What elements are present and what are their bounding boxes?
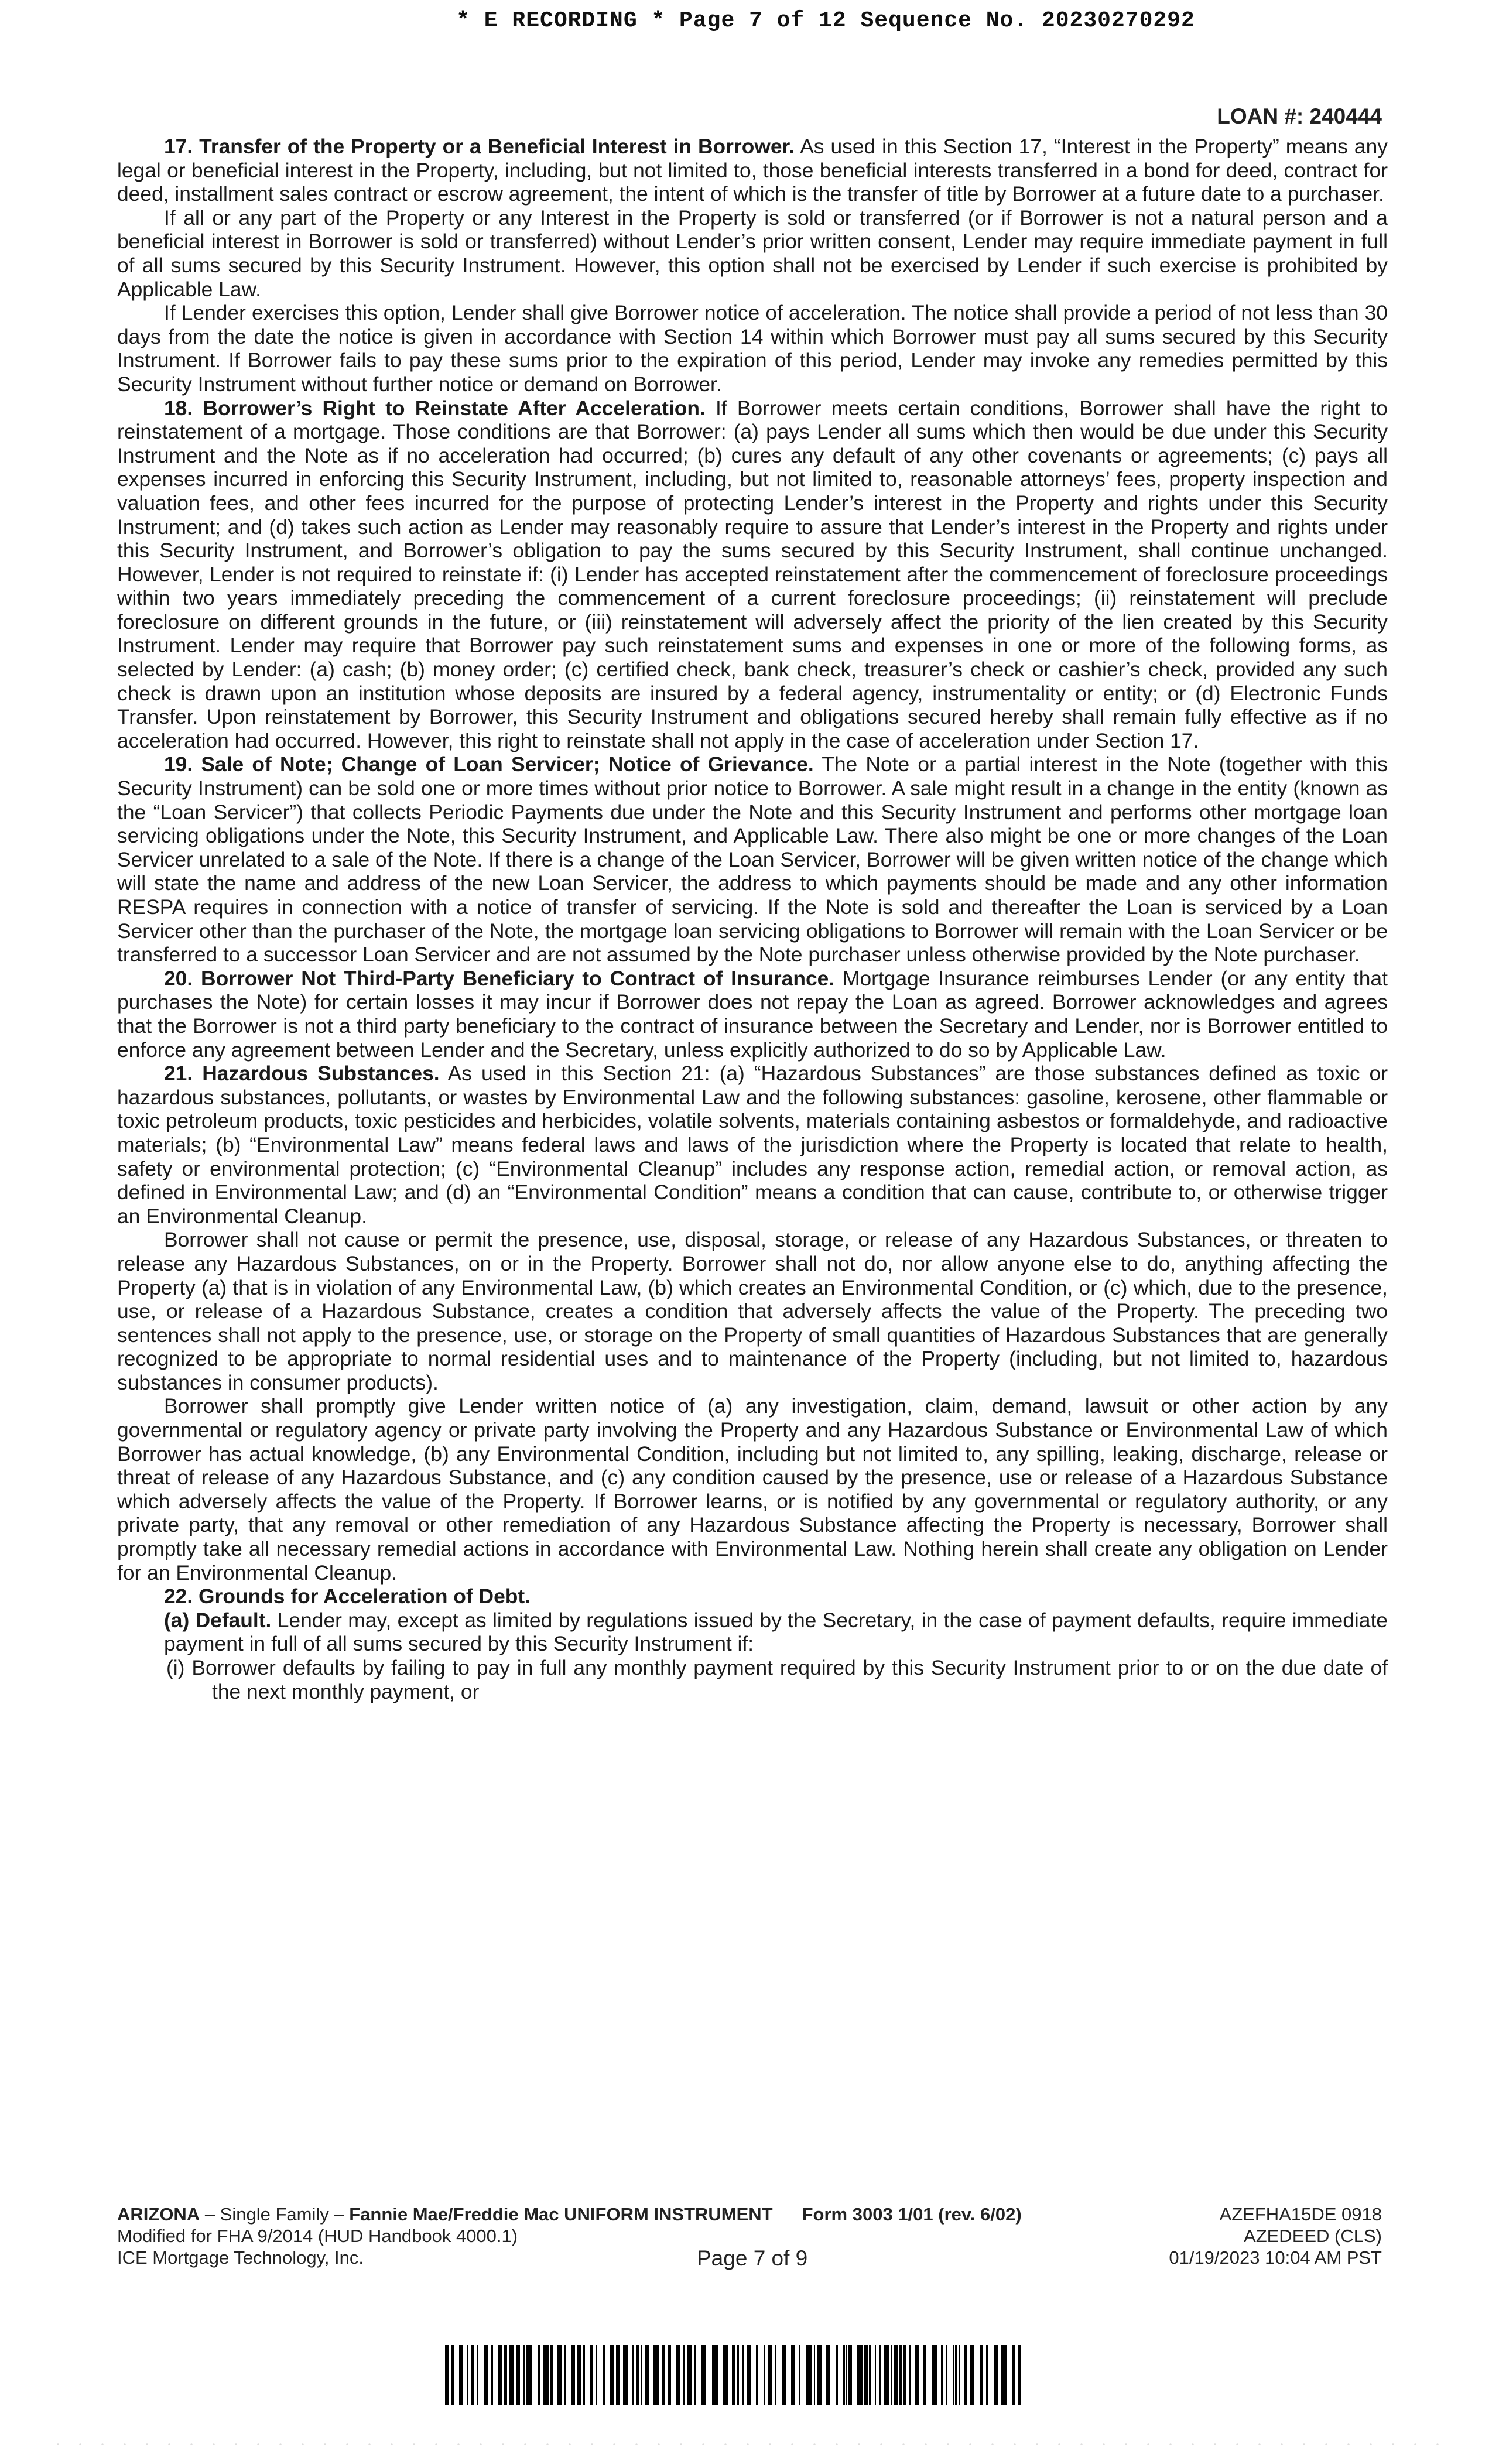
barcode-bar: [852, 2345, 857, 2405]
barcode-bar: [557, 2345, 562, 2405]
barcode-bar: [696, 2345, 701, 2405]
barcode-bar: [776, 2345, 782, 2405]
barcode-bar: [701, 2345, 706, 2405]
section-22a-title: (a) Default.: [164, 1608, 272, 1632]
barcode-bar: [826, 2345, 830, 2405]
barcode-bar: [712, 2345, 718, 2405]
barcode-bar: [623, 2345, 628, 2405]
section-18-text-1: If Borrower meets certain conditions, Borrower shall have the right to reinstatement of a mortgage. Those conditions are that Borrower: (a) pays Lender all sums which then would be due under this Security Instrument and the Note as if no acceleration had occurred; (b) cures any default of any other covenants or agreements; (c) pays all expenses incurred in enforcing this Security Instrument, including, but not limited to, reasonable attorneys’ fees, property inspection and valuation fees, and other fees incurred for the purpose of protecting Lender’s interest in the Property and rights under this Security Instrument; and (d) takes such action as Lender may reasonably require to assure that Lender’s interest in the Property and rights under this Security Instrument, and Borrower’s obligation to pay the sums secured by this Security Instrument, shall continue unchanged. However, Lender is not required to reinstate if: (i) Lender has accepted reinstatement after the commencement of foreclosure proceedings within two years immediately preceding the commencement of a current foreclosure proceedings; (ii) reinstatement will preclude foreclosure on different grounds in the future, or (iii) reinstatement will adversely affect the priority of the lien created by this Security Instrument. Lender may require that Borrower pay such reinstatement sums and expenses in one or more of the following forms, as selected by Lender: (a) cash; (b) money order; (c) certified check, bank check, treasurer’s check or cashier’s check, provided any such check is drawn upon an institution whose deposits are insured by a federal agency, instrumentality or entity; or (d) Electronic Funds Transfer. Upon reinstatement by Borrower, this Security Instrument and obligations secured hereby shall remain fully effective as if no acceleration had occurred. However, this right to reinstate shall not apply in the case of acceleration under Section 17.: [117, 396, 1388, 752]
section-19-paragraph-1: [117, 752, 1388, 966]
section-18-title: 18. Borrower’s Right to Reinstate After Acceleration.: [164, 396, 706, 420]
barcode-bar: [566, 2345, 571, 2405]
section-21-paragraph-2: Borrower shall not cause or permit the presence, use, disposal, storage, or release of any Hazardous Substances, or threaten to release any Hazardous Substances, on or in the Property. Borrower shall not do, nor allow anyone else to do, anything affecting the Property (a) that is in violation of any Environmental Law, (b) which creates an Environmental Condition, or (c) which, due to the presence, use, or release of a Hazardous Substance, creates a condition that adversely affects the value of the Property. The preceding two sentences shall not apply to the presence, use, or storage on the Property of small quantities of Hazardous Substances that are generally recognized to be appropriate to normal residential uses and to maintenance of the Property (including, but not limited to, hazardous substances in consumer products).: [117, 1228, 1388, 1394]
section-22a-item-i: (i) Borrower defaults by failing to pay in full any monthly payment required by this Security Instrument prior to or on the due date of the next monthly payment, or: [166, 1656, 1388, 1703]
section-19-text-1: The Note or a partial interest in the Note (together with this Security Instrument) can be sold one or more times without prior notice to Borrower. A sale might result in a change in the entity (known as the “Loan Servicer”) that collects Periodic Payments due under the Note and this Security Instrument and performs other mortgage loan servicing obligations under the Note, this Security Instrument, and Applicable Law. There also might be one or more changes of the Loan Servicer unrelated to a sale of the Note. If there is a change of the Loan Servicer, Borrower will be given written notice of the change which will state the name and address of the new Loan Servicer, the address to which payments should be made and any other information RESPA requires in connection with a notice of transfer of servicing. If the Note is sold and thereafter the Loan is serviced by a Loan Servicer other than the purchaser of the Note, the mortgage loan servicing obligations to Borrower will remain with the Loan Servicer or be transferred to a successor Loan Servicer and are not assumed by the Note purchaser unless otherwise provided by the Note purchaser.: [117, 752, 1388, 967]
section-21-text-1: As used in this Section 21: (a) “Hazardous Substances” are those substances defined as toxic or hazardous substances, pollutants, or wastes by Environmental Law and the following substances: gasoline, kerosene, other flammable or toxic petroleum products, toxic pesticides and herbicides, volatile solvents, materials containing asbestos or formaldehyde, and radioactive materials; (b) “Environmental Law” means federal laws and laws of the jurisdiction where the Property is located that relate to health, safety or environmental protection; (c) “Environmental Cleanup” includes any response action, remedial action, or removal action, as defined in Environmental Law; and (d) an “Environmental Condition” means a condition that can cause, contribute to, or otherwise trigger an Environmental Cleanup.: [117, 1062, 1388, 1228]
barcode-bar: [994, 2345, 998, 2405]
section-20-text-1: Mortgage Insurance reimburses Lender (or any entity that purchases the Note) for certain losses it may incur if Borrower does not repay the Loan as agreed. Borrower acknowledges and agrees that the Borrower is not a third party beneficiary to the contract of insurance between the Secretary and Lender, nor is Borrower entitled to enforce any agreement between Lender and the Secretary, unless explicitly authorized to do so by Applicable Law.: [117, 966, 1388, 1062]
barcode-bar: [791, 2345, 795, 2405]
section-19-title: 19. Sale of Note; Change of Loan Servicer; Notice of Grievance.: [164, 752, 814, 776]
loan-number: LOAN #: 240444: [1217, 104, 1382, 128]
section-21-paragraph-3: Borrower shall promptly give Lender written notice of (a) any investigation, claim, demand, lawsuit or other action by any governmental or regulatory agency or private party involving the Property and any Hazardous Substance or Environmental Law of which Borrower has actual knowledge, (b) any Environmental Condition, including but not limited to, any spilling, leaking, discharge, release or threat of release of any Hazardous Substance, and (c) any condition caused by the presence, use or release of a Hazardous Substance which adversely affects the value of the Property. If Borrower learns, or is notified by any governmental or regulatory authority, or any private party, that any removal or other remediation of any Hazardous Substance affecting the Property is necessary, Borrower shall promptly take all necessary remedial actions in accordance with Environmental Law. Nothing herein shall create any obligation on Lender for an Environmental Cleanup.: [117, 1394, 1388, 1585]
recording-header: * E RECORDING * Page 7 of 12 Sequence No. 20230270292: [456, 8, 1195, 33]
barcode-bar: [751, 2345, 756, 2405]
barcode-bar: [478, 2345, 484, 2405]
barcode-bar: [988, 2345, 994, 2405]
barcode-bar: [493, 2345, 498, 2405]
barcode-bar: [894, 2345, 898, 2405]
barcode-bar: [706, 2345, 712, 2405]
barcode-bar: [498, 2345, 502, 2405]
section-20-paragraph-1: [117, 967, 1388, 1062]
section-17-text-1: As used in this Section 17, “Interest in the Property” means any legal or beneficial interest in the Property, including, but not limited to, those beneficial interests transferred in a bond for deed, contract for deed, installment sales contract or escrow agreement, the intent of which is the transfer of title by Borrower at a future date to a purchaser.: [117, 135, 1388, 206]
barcode-bar: [671, 2345, 676, 2405]
footer-code-1: AZEFHA15DE 0918: [1219, 2204, 1382, 2225]
barcode-bar: [747, 2345, 751, 2405]
footer-page-number: Page 7 of 9: [697, 2246, 808, 2270]
barcode-bar: [463, 2345, 467, 2405]
section-21-title: 21. Hazardous Substances.: [164, 1062, 440, 1086]
barcode-bar: [687, 2345, 692, 2405]
barcode-bar: [723, 2345, 728, 2405]
footer-left: [117, 2203, 1022, 2268]
barcode-bar: [484, 2345, 488, 2405]
barcode-bar: [628, 2345, 632, 2405]
barcode-bar: [509, 2345, 514, 2405]
barcode-bar: [817, 2345, 822, 2405]
barcode: [445, 2345, 1031, 2405]
barcode-bar: [543, 2345, 549, 2405]
section-17-paragraph-3: If Lender exercises this option, Lender shall give Borrower notice of acceleration. The notice shall provide a period of not less than 30 days from the date the notice is given in accordance with Section 14 within which Borrower must pay all sums secured by this Security Instrument. If Borrower fails to pay these sums prior to the expiration of this period, Lender may invoke any remedies permitted by this Security Instrument without further notice or demand on Borrower.: [117, 301, 1388, 396]
section-18-paragraph-1: [117, 396, 1388, 753]
barcode-bar: [932, 2345, 937, 2405]
barcode-bar: [947, 2345, 953, 2405]
barcode-bar: [605, 2345, 610, 2405]
footer-state: ARIZONA: [117, 2204, 200, 2225]
barcode-bar: [1007, 2345, 1012, 2405]
barcode-bar: [718, 2345, 723, 2405]
barcode-bar: [454, 2345, 459, 2405]
section-22a-text: Lender may, except as limited by regulations issued by the Secretary, in the case of payment defaults, require immediate payment in full of all sums secured by this Security Instrument if:: [164, 1608, 1388, 1656]
footer-instrument-line: [117, 2203, 1022, 2225]
barcode-bar: [1001, 2345, 1007, 2405]
barcode-bar: [728, 2345, 732, 2405]
barcode-bar: [585, 2345, 590, 2405]
footer-right: [1031, 2203, 1382, 2268]
barcode-bar: [532, 2345, 538, 2405]
footer-code-2: AZEDEED (CLS): [1244, 2226, 1382, 2246]
barcode-bar: [822, 2345, 826, 2405]
barcode-bar: [758, 2345, 764, 2405]
barcode-bar: [926, 2345, 932, 2405]
barcode-bar: [974, 2345, 980, 2405]
barcode-bar: [884, 2345, 889, 2405]
barcode-bar: [649, 2345, 653, 2405]
section-22-title-line: [117, 1585, 1388, 1609]
footer-company: ICE Mortgage Technology, Inc.: [117, 2247, 364, 2268]
barcode-bar: [516, 2345, 520, 2405]
footer-timestamp: 01/19/2023 10:04 AM PST: [1169, 2247, 1382, 2268]
barcode-bar: [937, 2345, 941, 2405]
barcode-bar: [768, 2345, 772, 2405]
barcode-bar: [645, 2345, 649, 2405]
barcode-bar: [653, 2345, 659, 2405]
barcode-bar: [838, 2345, 843, 2405]
barcode-bar: [800, 2345, 806, 2405]
section-17-paragraph-1: [117, 135, 1388, 206]
section-22-title: 22. Grounds for Acceleration of Debt.: [164, 1585, 531, 1609]
footer-modified: Modified for FHA 9/2014 (HUD Handbook 4000.1): [117, 2226, 518, 2246]
barcode-bar: [806, 2345, 812, 2405]
section-20-title: 20. Borrower Not Third-Party Beneficiary to Contract of Insurance.: [164, 966, 835, 990]
section-21-paragraph-1: [117, 1062, 1388, 1228]
barcode-bar: [960, 2345, 964, 2405]
barcode-bar: [526, 2345, 532, 2405]
barcode-bar: [919, 2345, 923, 2405]
barcode-bar: [1018, 2345, 1021, 2405]
footer-form-number: Form 3003 1/01 (rev. 6/02): [802, 2204, 1022, 2225]
footer-state-sep: – Single Family –: [200, 2204, 350, 2225]
barcode-bar: [597, 2345, 603, 2405]
scan-noise: [47, 2442, 1452, 2446]
document-body: [117, 135, 1388, 1703]
section-17-paragraph-2: If all or any part of the Property or any Interest in the Property is sold or transferred (or if Borrower is not a natural person and a beneficial interest in Borrower is sold or transferred) without Lender’s prior written consent, Lender may require immediate payment in full of all sums secured by this Security Instrument. However, this option shall not be exercised by Lender if such exercise is prohibited by Applicable Law.: [117, 206, 1388, 301]
section-22a-paragraph: [117, 1609, 1388, 1656]
barcode-bar: [616, 2345, 620, 2405]
footer-instrument: Fannie Mae/Freddie Mac UNIFORM INSTRUMENT: [349, 2204, 773, 2225]
barcode-bar: [786, 2345, 791, 2405]
barcode-bar: [830, 2345, 836, 2405]
barcode-bar: [911, 2345, 915, 2405]
section-17-title: 17. Transfer of the Property or a Beneficial Interest in Borrower.: [164, 135, 795, 158]
barcode-bar: [857, 2345, 863, 2405]
